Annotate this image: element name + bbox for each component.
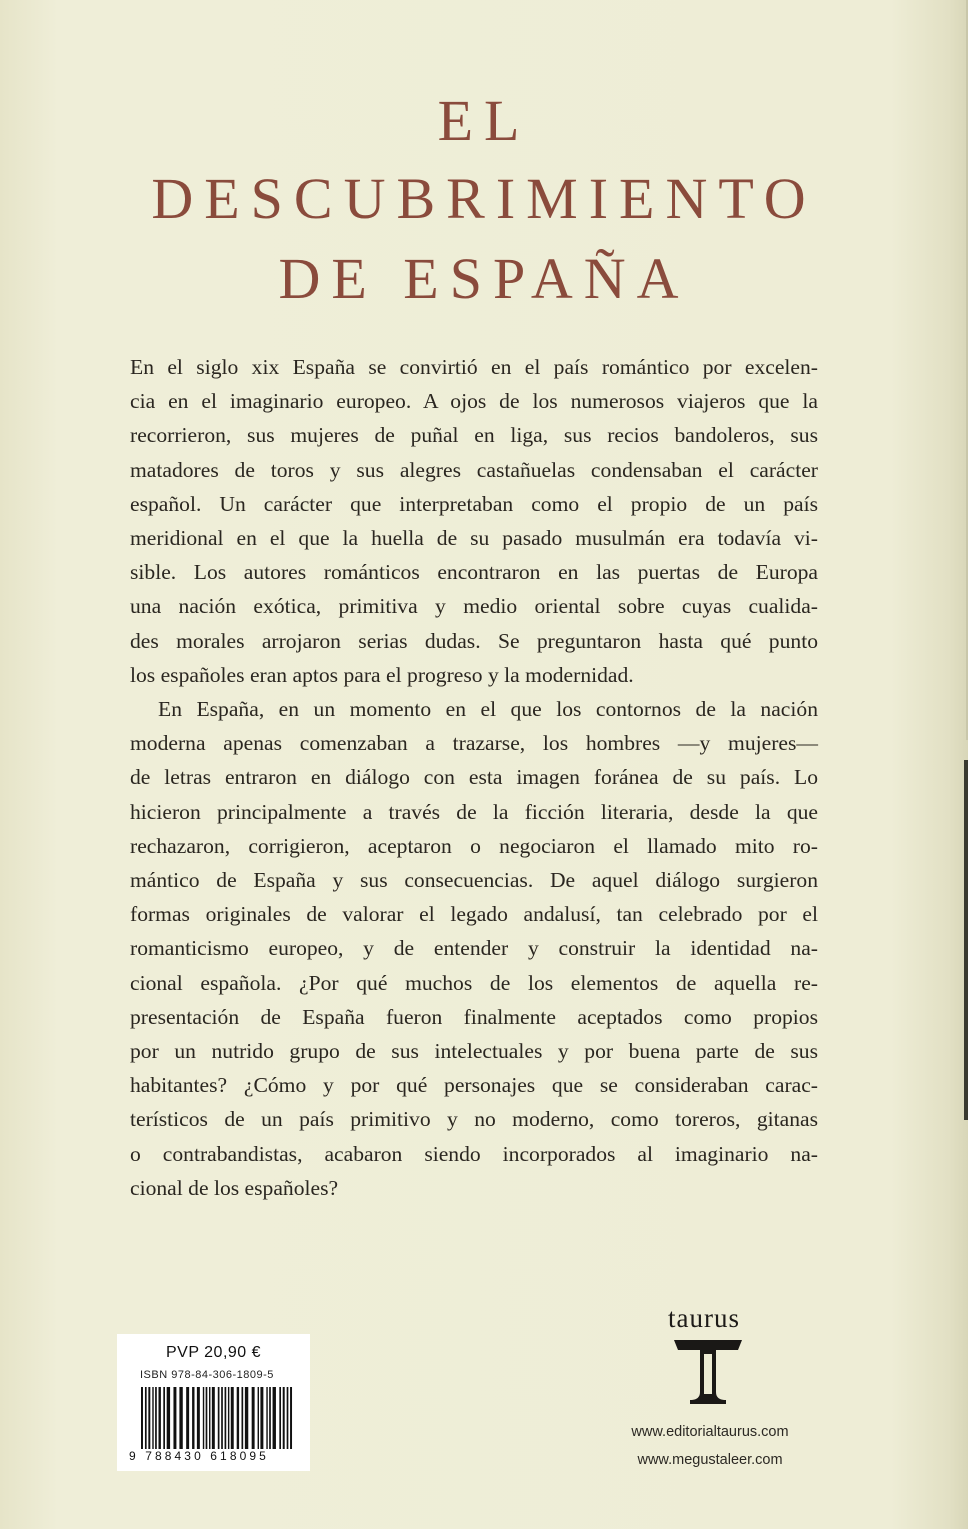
- taurus-t-logo-icon: [672, 1336, 744, 1406]
- website-editorialtaurus[interactable]: www.editorialtaurus.com: [631, 1424, 789, 1440]
- barcode-bar: [186, 1387, 189, 1449]
- barcode-bar: [287, 1387, 289, 1449]
- blurb-line: sible. Los autores románticos encontraron en las puertas de Europa: [130, 560, 818, 585]
- barcode-bar: [203, 1387, 204, 1449]
- barcode-bar: [228, 1387, 229, 1449]
- barcode-bar: [206, 1387, 208, 1449]
- barcode-bar: [218, 1387, 220, 1449]
- blurb-line: terísticos de un país primitivo y no moderno, como toreros, gitanas: [130, 1107, 818, 1132]
- blurb-line: formas originales de valorar el legado andalusí, tan celebrado por el: [130, 902, 818, 927]
- barcode-bar: [155, 1387, 157, 1449]
- blurb-line: de letras entraron en diálogo con esta imagen foránea de su país. Lo: [130, 765, 818, 790]
- price: PVP 20,90 €: [165, 1344, 262, 1361]
- blurb-line: En España, en un momento en el que los contornos de la nación: [158, 697, 818, 722]
- barcode-bar: [152, 1387, 153, 1449]
- isbn: ISBN 978-84-306-1809-5: [140, 1369, 274, 1381]
- barcode: [140, 1387, 295, 1449]
- blurb-line: una nación exótica, primitiva y medio oriental sobre cuyas cualida-: [130, 594, 818, 619]
- barcode-label: [117, 1334, 310, 1471]
- blurb-line: En el siglo xix España se convirtió en el país romántico por excelen-: [130, 355, 818, 379]
- blurb-line: rechazaron, corrigieron, aceptaron o negociaron el llamado mito ro-: [130, 833, 818, 858]
- blurb-line: español. Un carácter que interpretaban como el propio de un país: [130, 491, 818, 516]
- barcode-digits: 9 788430 618095: [129, 1449, 269, 1463]
- barcode-bar: [197, 1387, 200, 1449]
- blurb-line: matadores de toros y sus alegres castañuelas condensaban el carácter: [130, 457, 818, 482]
- blurb-line: cional de los españoles?: [130, 1175, 339, 1200]
- barcode-bar: [241, 1387, 243, 1449]
- publisher-name: taurus: [668, 1303, 740, 1333]
- blurb-line: por un nutrido grupo de sus intelectuales y por buena parte de sus: [130, 1039, 818, 1064]
- blurb-line: moderna apenas comenzaban a trazarse, los hombres —y mujeres—: [130, 731, 818, 756]
- book-title-line-3: DE ESPAÑA: [278, 246, 690, 311]
- barcode-bar: [245, 1387, 248, 1449]
- blurb-paragraph-2: [130, 692, 818, 1205]
- blurb-line: des morales arrojaron serias dudas. Se preguntaron hasta qué punto: [130, 628, 818, 653]
- barcode-bar: [148, 1387, 150, 1449]
- barcode-bar: [260, 1387, 263, 1449]
- barcode-bar: [141, 1387, 143, 1449]
- blurb-line: meridional en el que la huella de su pasado musulmán era todavía vi-: [130, 526, 818, 551]
- barcode-bar: [231, 1387, 234, 1449]
- barcode-bar: [145, 1387, 147, 1449]
- barcode-bar: [212, 1387, 215, 1449]
- blurb-line: cia en el imaginario europeo. A ojos de los numerosos viajeros que la: [130, 389, 818, 414]
- barcode-bar: [163, 1387, 165, 1449]
- barcode-bar: [237, 1387, 239, 1449]
- blurb-line: o contrabandistas, acabaron siendo incorporados al imaginario na-: [130, 1141, 818, 1166]
- blurb-line: hicieron principalmente a través de la ficción literaria, desde la que: [130, 799, 818, 824]
- blurb-line: cional española. ¿Por qué muchos de los elementos de aquella re-: [130, 970, 818, 995]
- barcode-bar: [258, 1387, 259, 1449]
- book-title-line-1: EL: [437, 88, 531, 153]
- blurb-line: los españoles eran aptos para el progreso y la modernidad.: [130, 662, 634, 687]
- blurb-line: mántico de España y sus consecuencias. De aquel diálogo surgieron: [130, 868, 818, 893]
- barcode-bar: [225, 1387, 227, 1449]
- blurb-paragraph-1: [130, 350, 818, 692]
- barcode-bar: [173, 1387, 176, 1449]
- blurb-line: presentación de España fueron finalmente aceptados como propios: [130, 1004, 818, 1029]
- barcode-bar: [273, 1387, 276, 1449]
- website-megustaleer[interactable]: www.megustaleer.com: [637, 1452, 783, 1468]
- cover-edge-shadow: [964, 760, 968, 1120]
- blurb: [130, 350, 818, 1205]
- blurb-line: romanticismo europeo, y de entender y construir la identidad na-: [130, 936, 818, 961]
- barcode-bar: [167, 1387, 170, 1449]
- barcode-bar: [283, 1387, 285, 1449]
- barcode-bar: [290, 1387, 292, 1449]
- barcode-bar: [266, 1387, 267, 1449]
- barcode-bar: [179, 1387, 182, 1449]
- barcode-bar: [209, 1387, 210, 1449]
- barcode-bar: [269, 1387, 271, 1449]
- barcode-bar: [221, 1387, 223, 1449]
- barcode-bar: [159, 1387, 161, 1449]
- barcode-bar: [279, 1387, 281, 1449]
- blurb-line: recorrieron, sus mujeres de puñal en liga, sus recios bandoleros, sus: [130, 423, 818, 448]
- barcode-bar: [252, 1387, 255, 1449]
- blurb-line: habitantes? ¿Cómo y por qué personajes que se consideraban carac-: [130, 1073, 818, 1098]
- barcode-bar: [192, 1387, 194, 1449]
- book-title-line-2: DESCUBRIMIENTO: [151, 166, 817, 231]
